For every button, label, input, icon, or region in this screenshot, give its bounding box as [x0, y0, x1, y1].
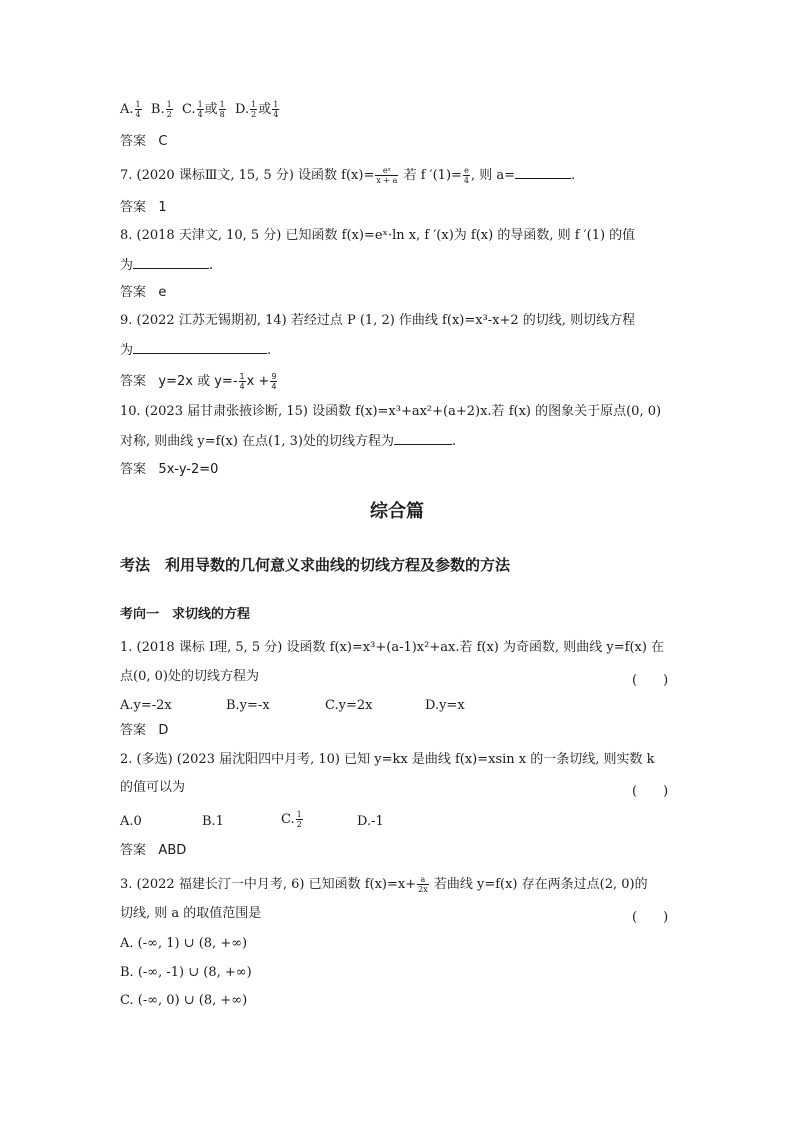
answer-paren: ( )	[632, 784, 669, 799]
p2-line1: 2. (多选) (2023 届沈阳四中月考, 10) 已知 y=kx 是曲线 f(x)=xsin x 的一条切线, 则实数 k	[120, 752, 655, 767]
q6-answer: 答案 C	[120, 134, 168, 149]
answer-blank	[133, 341, 267, 354]
fraction: $\frac{1}{4}$	[239, 372, 245, 391]
p2-option-b: B.1	[202, 814, 224, 829]
method-title: 考法 利用导数的几何意义求曲线的切线方程及参数的方法	[120, 556, 511, 574]
q10-line1: 10. (2023 届甘肃张掖诊断, 15) 设函数 f(x)=x³+ax²+(a+2)x.若 f(x) 的图象关于原点(0, 0)	[120, 404, 662, 419]
section-title: 综合篇	[370, 501, 424, 522]
p2-answer: 答案 ABD	[120, 843, 187, 858]
p1-line2: 点(0, 0)处的切线方程为	[120, 669, 259, 684]
p3-option-a: A. (-∞, 1) ∪ (8, +∞)	[120, 936, 248, 951]
q9-line2: 为 .	[120, 343, 272, 358]
fraction: $\frac{\text{eˣ}}{x + a}$	[376, 166, 398, 185]
fraction: $\frac{1}{4}$	[273, 100, 279, 119]
answer-blank	[133, 256, 209, 269]
p1-option-a: A.y=-2x	[120, 698, 172, 713]
p2-option-a: A.0	[120, 814, 142, 829]
fraction: $\frac{1}{2}$	[251, 100, 257, 119]
answer-blank	[394, 432, 452, 445]
fraction: $\frac{a}{2x}$	[418, 875, 428, 894]
q7-answer: 答案 1	[120, 200, 167, 215]
answer-blank	[515, 166, 571, 179]
fraction: $\frac{9}{4}$	[271, 372, 277, 391]
fraction: $\frac{1}{8}$	[219, 100, 225, 119]
fraction: $\frac{e}{4}$	[463, 166, 469, 185]
p1-option-b: B.y=-x	[226, 698, 270, 713]
fraction: $\frac{1}{2}$	[296, 810, 302, 829]
p2-option-d: D.-1	[357, 814, 384, 829]
fraction: $\frac{1}{4}$	[197, 100, 203, 119]
p3-line1: 3. (2022 福建长汀一中月考, 6) 已知函数 f(x)=x+ $\frac{a}{2x}$ 若曲线 y=f(x) 存在两条过点(2, 0)的	[120, 875, 648, 894]
direction-title: 考向一 求切线的方程	[120, 607, 251, 622]
q6-options: A. $\frac{1}{4}$ B. $\frac{1}{2}$ C. $\frac{1}{4}$ 或 $\frac{1}{8}$ D. $\frac{1}{2}$ 或 $\frac{1}{4}$	[120, 100, 279, 119]
fraction: $\frac{1}{2}$	[166, 100, 172, 119]
p3-option-c: C. (-∞, 0) ∪ (8, +∞)	[120, 993, 248, 1008]
p3-option-b: B. (-∞, -1) ∪ (8, +∞)	[120, 965, 252, 980]
q9-answer: 答案 y=2x 或 y=- $\frac{1}{4}$ x + $\frac{9}{4}$	[120, 372, 277, 391]
q8-answer: 答案 e	[120, 285, 167, 300]
p1-line1: 1. (2018 课标 Ⅰ理, 5, 5 分) 设函数 f(x)=x³+(a-1)x²+ax.若 f(x) 为奇函数, 则曲线 y=f(x) 在	[120, 640, 665, 655]
p2-line2: 的值可以为	[120, 780, 186, 795]
q9-line1: 9. (2022 江苏无锡期初, 14) 若经过点 P (1, 2) 作曲线 f(x)=x³-x+2 的切线, 则切线方程	[120, 313, 636, 328]
q10-line2: 对称, 则曲线 y=f(x) 在点(1, 3)处的切线方程为 .	[120, 434, 457, 449]
p2-option-c: C. $\frac{1}{2}$	[281, 810, 302, 829]
answer-paren: ( )	[632, 673, 669, 688]
p3-line2: 切线, 则 a 的取值范围是	[120, 906, 262, 921]
p1-answer: 答案 D	[120, 723, 169, 738]
q7-text: 7. (2020 课标Ⅲ文, 15, 5 分) 设函数 f(x)= $\frac{\text{eˣ}}{x + a}$ 若 f ′(1)= $\frac{e}{4}$ , 则 a= .	[120, 166, 576, 185]
q8-line1: 8. (2018 天津文, 10, 5 分) 已知函数 f(x)=eˣ·ln x, f ′(x)为 f(x) 的导函数, 则 f ′(1) 的值	[120, 228, 636, 243]
answer-paren: ( )	[632, 910, 669, 925]
p1-option-d: D.y=x	[425, 698, 465, 713]
q8-line2: 为 .	[120, 258, 214, 273]
p1-option-c: C.y=2x	[325, 698, 373, 713]
fraction: $\frac{1}{4}$	[135, 100, 141, 119]
q10-answer: 答案 5x-y-2=0	[120, 462, 219, 477]
